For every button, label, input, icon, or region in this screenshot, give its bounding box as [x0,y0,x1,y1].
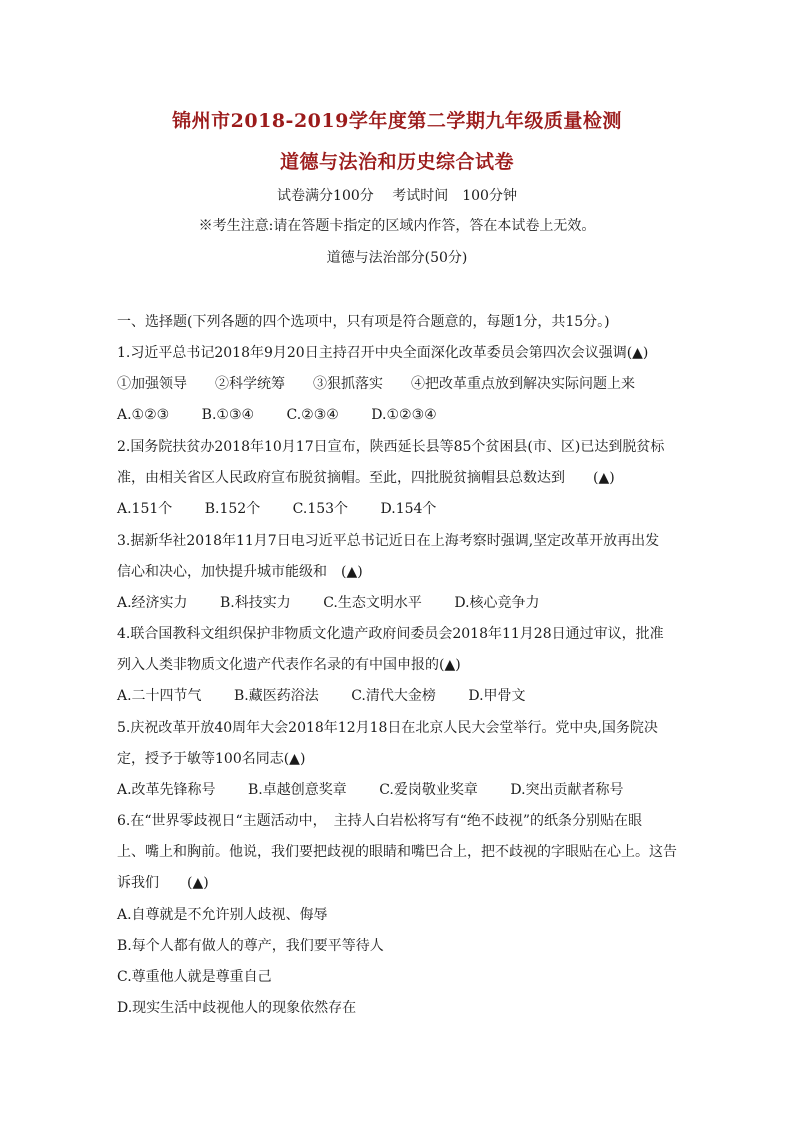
option-c: C.生态文明水平 [323,595,422,611]
exam-title: 锦州市2018-2019学年度第二学期九年级质量检测 [172,110,622,132]
question-3-options [117,593,697,613]
question-6-option-b: B.每个人都有做人的尊产，我们要平等待人 [117,938,384,954]
option-b: B.科技实力 [220,595,291,611]
question-6-option-d: D.现实生活中歧视他人的现象依然存在 [117,1000,357,1016]
part-heading: 道德与法治部分(50分) [326,250,468,266]
question-2-options [117,499,697,519]
question-4-line-1: 4.联合国教科文组织保护非物质文化遗产政府间委员会2018年11月28日通过审议，批准 [117,626,664,642]
question-5-line-2: 定，授予于敏等100名同志(▲) [117,751,306,767]
question-5-line-1: 5.庆祝改革开放40周年大会2018年12月18日在北京人民大会堂举行。党中央,国务院决 [117,720,658,736]
option-c: C.清代大金榜 [351,688,436,704]
option-b: B.藏医药浴法 [234,688,319,704]
option-d: D.核心竞争力 [454,595,540,611]
option-b: B.152个 [204,501,261,517]
option-c: C.②③④ [286,407,339,423]
option-c: C.爱岗敬业奖章 [379,782,478,798]
option-d: D.突出贡献者称号 [510,782,624,798]
question-4-options [117,686,697,706]
question-3-line-2: 信心和决心，加快提升城市能级和 (▲) [117,564,363,580]
option-d: D.①②③④ [371,407,437,423]
option-a: A.二十四节气 [117,688,202,704]
question-1-stem: 1.习近平总书记2018年9月20日主持召开中央全面深化改革委员会第四次会议强调(▲) [117,345,649,361]
question-6-line-3: 诉我们 (▲) [117,875,209,891]
question-3-line-1: 3.据新华社2018年11月7日电习近平总书记近日在上海考察时强调,坚定改革开放再出发 [117,533,660,549]
option-a: A.改革先锋称号 [117,782,216,798]
question-1-items: ①加强领导 ②科学统筹 ③狠抓落实 ④把改革重点放到解决实际问题上来 [117,376,635,392]
question-6-line-2: 上、嘴上和胸前。他说，我们要把歧视的眼睛和嘴巴合上，把不歧视的字眼贴在心上。这告 [117,844,677,860]
option-b: B.①③④ [201,407,255,423]
option-a: A.①②③ [117,407,170,423]
option-d: D.甲骨文 [468,688,526,704]
question-2-line-1: 2.国务院扶贫办2018年10月17日宣布，陕西延长县等85个贫困县(市、区)已达到脱贫标 [117,439,665,455]
question-6-line-1: 6.在“世界零歧视日“主题活动中， 主持人白岩松将写有“绝不歧视”的纸条分别贴在眼 [117,813,642,829]
option-b: B.卓越创意奖章 [248,782,347,798]
question-6-option-a: A.自尊就是不允许别人歧视、侮辱 [117,907,328,923]
question-2-line-2: 准，由相关省区人民政府宣布脱贫摘帽。至此，四批脱贫摘帽县总数达到 (▲) [117,470,615,486]
option-c: C.153个 [292,501,349,517]
option-a: A.经济实力 [117,595,188,611]
question-5-options [117,780,697,800]
section-heading: 一、选择题(下列各题的四个选项中，只有项是符合题意的，每题1分，共15分。) [117,314,610,330]
exam-subtitle: 道德与法治和历史综合试卷 [279,151,514,173]
score-time-info: 试卷满分100分 考试时间 100分钟 [277,188,517,204]
question-6-option-c: C.尊重他人就是尊重自己 [117,969,272,985]
exam-notice: ※考生注意:请在答题卡指定的区域内作答，答在本试卷上无效。 [198,218,596,234]
option-a: A.151个 [117,501,173,517]
option-d: D.154个 [380,501,437,517]
question-1-options [117,405,697,425]
question-4-line-2: 列入人类非物质文化遗产代表作名录的有中国申报的(▲) [117,657,461,673]
